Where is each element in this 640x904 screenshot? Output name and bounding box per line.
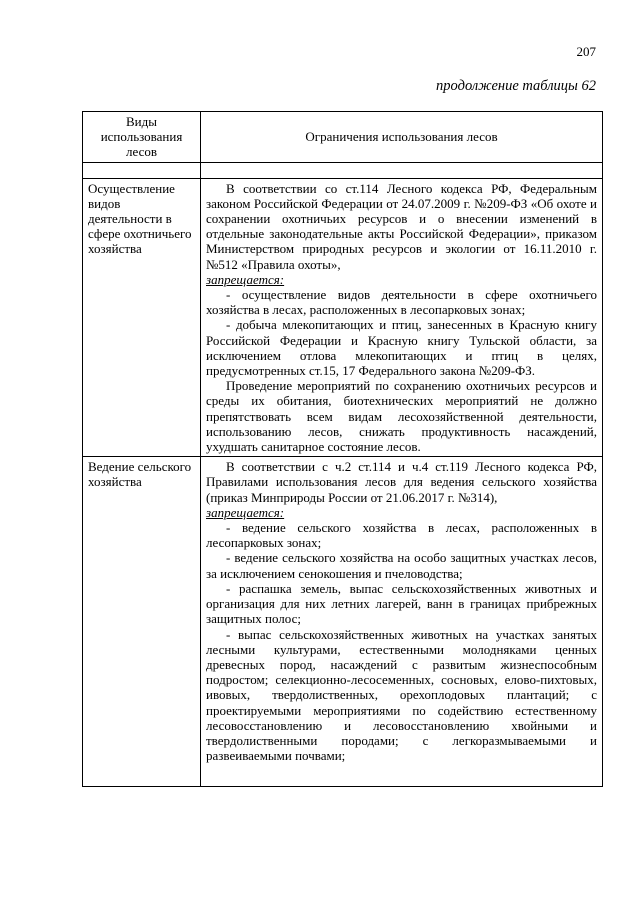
header-forest-use-types: Виды использования лесов [83,112,201,163]
list-item: - осуществление видов деятельности в сфере охотничьего хозяйства в лесах, расположенных в лесопарковых зонах; [206,287,597,318]
list-item: - добыча млекопитающих и птиц, занесенных в Красную книгу Российской Федерации и Красную книгу Тульской области, за исключением отлова млекопитающих и птиц в целях, предусмотренных ст.15, 17 Федерального закона №209-ФЗ. [206,317,597,379]
restrictions-table [82,111,603,787]
forbidden-label: запрещается: [206,271,285,287]
row-restrictions-agriculture [201,457,603,787]
row-kind-agriculture: Ведение сельского хозяйства [83,457,201,787]
table-row-agriculture [83,457,603,787]
table-header-row [83,112,603,163]
list-item: - ведение сельского хозяйства на особо защитных участках лесов, за исключением сенокошения и пчеловодства; [206,550,597,581]
list-item: Проведение мероприятий по сохранению охотничьих ресурсов и среды их обитания, биотехнических мероприятий не должно препятствовать всем видам лесохозяйственной деятельности, использованию лесов, снижать продуктивность насаждений, ухудшать санитарное состояние лесов. [206,378,597,455]
intro-paragraph: В соответствии с ч.2 ст.114 и ч.4 ст.119 Лесного кодекса РФ, Правилами использования лесов для ведения сельского хозяйства (приказ Минприроды России от 21.06.2017 г. №314), [206,459,597,505]
row-kind-hunting: Осуществление видов деятельности в сфере охотничьего хозяйства [83,178,201,457]
table-row-hunting [83,178,603,457]
list-item: - выпас сельскохозяйственных животных на участках занятых лесными культурами, естественными молодняками ценных древесных пород, насаждений с развитым жизнеспособным подростом; селекционно-лесосеменных, сосновых, елово-пихтовых, ивовых, твердолиственных, орехоплодовых плантаций; с проектируемыми мероприятиями по содействию естественному лесовосстановлению и лесовосстановлению хвойными и твердолиственными породами; с легкоразмываемыми и развеиваемыми почвами; [206,626,597,764]
list-item: - распашка земель, выпас сельскохозяйственных животных и организация для них летних лагерей, ванн в границах прибрежных защитных полос; [206,580,597,627]
table-caption: продолжение таблицы 62 [436,78,596,94]
header-restrictions: Ограничения использования лесов [201,112,603,163]
row-restrictions-hunting [201,178,603,457]
list-item: - ведение сельского хозяйства в лесах, расположенных в лесопарковых зонах; [206,520,597,551]
spacer-row [83,162,603,178]
intro-paragraph: В соответствии со ст.114 Лесного кодекса РФ, Федеральным законом Российской Федерации от 24.07.2009 г. №209-ФЗ «Об охоте и сохранении охотничьих ресурсов и о внесении изменений в отдельные законодательные акты Российской Федерации», приказом Министерством природных ресурсов и экологии от 16.11.2010 г. №512 «Правила охоты», [206,180,597,272]
forbidden-label: запрещается: [206,504,285,520]
page-number: 207 [576,44,596,59]
